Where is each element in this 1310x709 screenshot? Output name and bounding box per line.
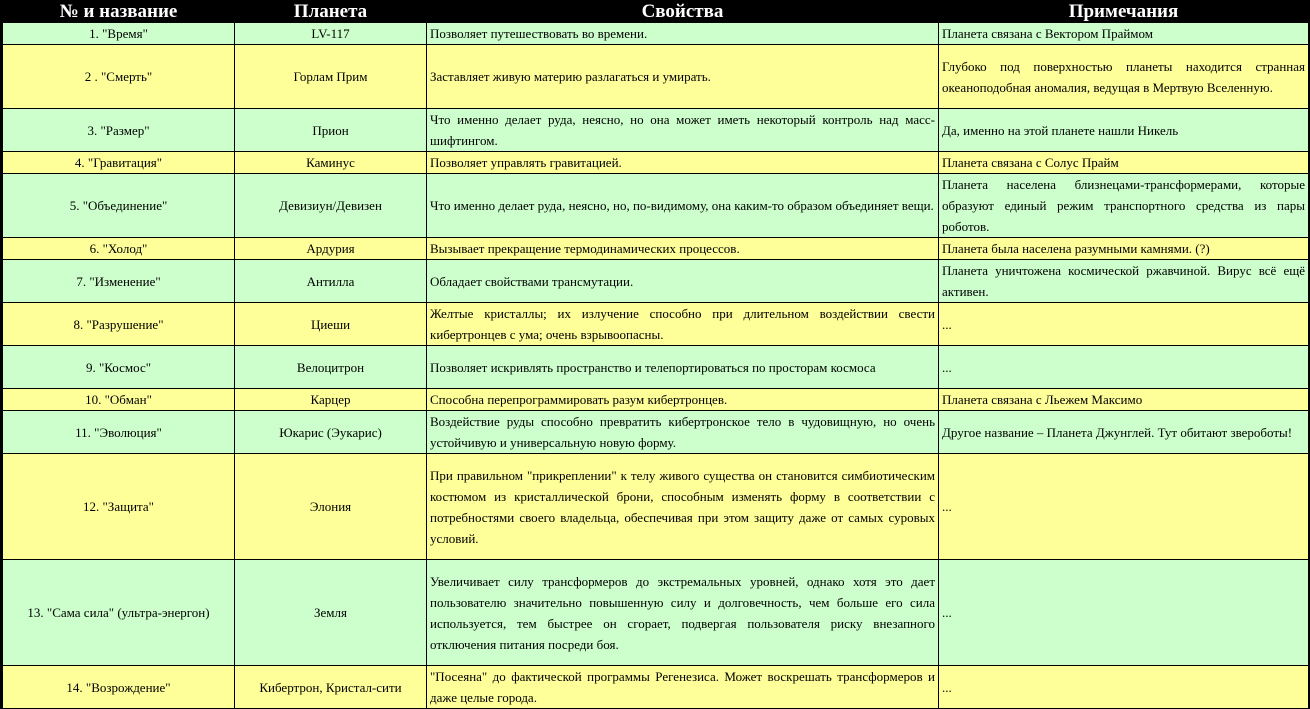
cell-notes: ... [939,303,1309,346]
cell-properties: Воздействие руды способно превратить кибертронское тело в чудовищную, но очень устойчивую и универсальную новую форму. [427,411,939,454]
cell-name: 7. "Изменение" [3,260,235,303]
cell-planet: Циеши [235,303,427,346]
cell-planet: Ардурия [235,238,427,260]
header-number-name: № и название [3,2,235,23]
header-notes: Примечания [939,2,1309,23]
cell-planet: Горлам Прим [235,45,427,109]
table-row [3,152,1309,174]
cell-planet: Земля [235,560,427,666]
cell-name: 13. "Сама сила" (ультра-энергон) [3,560,235,666]
table-row [3,454,1309,560]
cell-properties: Вызывает прекращение термодинамических процессов. [427,238,939,260]
table-row [3,23,1309,45]
cell-name: 4. "Гравитация" [3,152,235,174]
header-row [3,2,1309,23]
cell-properties: Позволяет путешествовать во времени. [427,23,939,45]
table-row [3,260,1309,303]
table-row [3,389,1309,411]
cell-notes: Планета связана с Вектором Праймом [939,23,1309,45]
cell-properties: Что именно делает руда, неясно, но, по-видимому, она каким-то образом объединяет вещи. [427,174,939,238]
cell-properties: "Посеяна" до фактической программы Регенезиса. Может воскрешать трансформеров и даже целые города. [427,666,939,709]
cell-planet: Девизиун/Девизен [235,174,427,238]
cell-name: 2 . "Смерть" [3,45,235,109]
cell-name: 10. "Обман" [3,389,235,411]
table-row [3,346,1309,389]
cell-name: 6. "Холод" [3,238,235,260]
cell-notes: ... [939,560,1309,666]
cell-properties: Позволяет управлять гравитацией. [427,152,939,174]
table-row [3,411,1309,454]
cell-properties: Что именно делает руда, неясно, но она может иметь некоторый контроль над масс-шифтингом. [427,109,939,152]
cell-notes: Другое название – Планета Джунглей. Тут обитают звероботы! [939,411,1309,454]
cell-name: 11. "Эволюция" [3,411,235,454]
cell-properties: Желтые кристаллы; их излучение способно при длительном воздействии свести кибертронцев с ума; очень взрывоопасны. [427,303,939,346]
cell-notes: Планета связана с Солус Прайм [939,152,1309,174]
header-planet: Планета [235,2,427,23]
cell-planet: Каминус [235,152,427,174]
cell-planet: Кибертрон, Кристал-сити [235,666,427,709]
cell-notes: Да, именно на этой планете нашли Никель [939,109,1309,152]
table-row [3,45,1309,109]
cell-notes: ... [939,454,1309,560]
header-properties: Свойства [427,2,939,23]
cell-notes: Планета связана с Льежем Максимо [939,389,1309,411]
cell-planet: LV-117 [235,23,427,45]
cell-notes: Глубоко под поверхностью планеты находится странная океаноподобная аномалия, ведущая в Мертвую Вселенную. [939,45,1309,109]
cell-planet: Карцер [235,389,427,411]
cell-notes: ... [939,666,1309,709]
cell-planet: Юкарис (Эукарис) [235,411,427,454]
table-row [3,666,1309,709]
cell-properties: При правильном "прикреплении" к телу живого существа он становится симбиотическим костюмом из кристаллической брони, способным изменять форму в соответствии с потребностями своего владельца, обеспечивая при этом защиту даже от самых суровых условий. [427,454,939,560]
cell-planet: Велоцитрон [235,346,427,389]
table-row [3,238,1309,260]
cell-name: 12. "Защита" [3,454,235,560]
cell-properties: Обладает свойствами трансмутации. [427,260,939,303]
table-row [3,560,1309,666]
cell-planet: Элония [235,454,427,560]
cell-properties: Заставляет живую материю разлагаться и умирать. [427,45,939,109]
table-row [3,303,1309,346]
cell-name: 1. "Время" [3,23,235,45]
ore-table [2,2,1309,709]
cell-name: 9. "Космос" [3,346,235,389]
cell-notes: ... [939,346,1309,389]
cell-properties: Увеличивает силу трансформеров до экстремальных уровней, однако хотя это дает пользователю значительно повышенную силу и долговечность, чем больше его сила используется, тем быстрее он сгорает, подвергая пользователя риску внезапного отключения питания посреди боя. [427,560,939,666]
cell-properties: Способна перепрограммировать разум кибертронцев. [427,389,939,411]
cell-name: 14. "Возрождение" [3,666,235,709]
cell-planet: Прион [235,109,427,152]
cell-name: 3. "Размер" [3,109,235,152]
cell-notes: Планета населена близнецами-трансформерами, которые образуют единый режим транспортного средства из пары роботов. [939,174,1309,238]
cell-planet: Антилла [235,260,427,303]
cell-properties: Позволяет искривлять пространство и телепортироваться по просторам космоса [427,346,939,389]
cell-name: 5. "Объединение" [3,174,235,238]
cell-notes: Планета уничтожена космической ржавчиной. Вирус всё ещё активен. [939,260,1309,303]
cell-name: 8. "Разрушение" [3,303,235,346]
table-row [3,109,1309,152]
table-row [3,174,1309,238]
cell-notes: Планета была населена разумными камнями. (?) [939,238,1309,260]
